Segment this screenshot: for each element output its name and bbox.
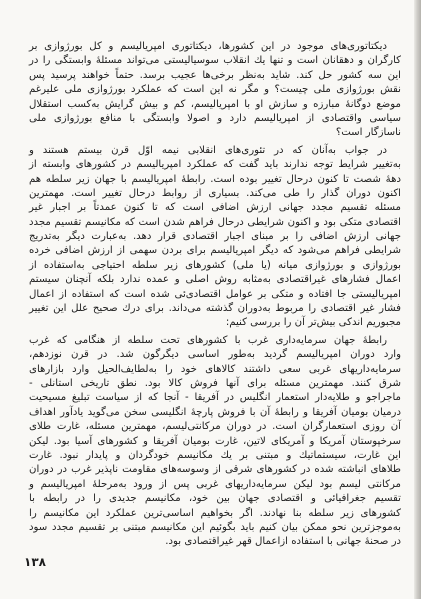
line-text: مجبوریم اندکی بیش‌تر آن را بررسی کنیم:	[225, 317, 401, 329]
line-text: در جواب به‌آنان که در تئوری‌های انقلابی نیمه اوّل قرن بیستم هستند و	[29, 144, 387, 156]
line-text: جهانی ارزش اضافی را بر مبنای اجبار اقتصادی قرار دهد. به‌عبارت دیگر به‌تدریج	[29, 231, 401, 243]
text-line	[29, 158, 401, 172]
line-text: طلاهای انباشته شده در کشورهای شرقی از وسوسه‌های مقاومت ناپذیر غرب در دوران	[29, 464, 401, 476]
line-text: نقش بورژوازی ملی چیست؟ و مگر نه این است که عملکرد بورژوازی ملی علیرغم	[29, 84, 401, 96]
line-text: مرکانتی لیسم بود لیکن سرمایه‌داریهای غربی پس از ورود به‌مرحلهٔ امپریالیسم و	[29, 478, 401, 490]
text-line	[29, 40, 401, 54]
line-text: تقسیم جغرافیائی و اقتصادی جهان بین خود، مکانیسم جدیدی را در رابطه با	[29, 493, 401, 505]
line-text: درمیان بومیان آفریقا و رابطهٔ آن با فروش پارچهٔ انگلیسی سخن می‌گوید یادآور اهداف	[29, 406, 401, 418]
line-text: دیکتاتوری‌های موجود در این کشورها، دیکتاتوری امپریالیسم و کل بورژوازی بر	[29, 41, 387, 52]
line-text: اعمال فشارهای غیراقتصادی به‌مثابه روش اصلی و عمده ندارد بلکه آنچنان سیستم	[29, 274, 401, 286]
text-line	[29, 334, 401, 348]
text-line	[29, 449, 401, 463]
text-line	[29, 216, 401, 230]
line-text: شرایطی فراهم می‌شود که دیگر امپریالیسم برای بردن سهمی از ارزش اضافی خرده	[29, 245, 401, 257]
paragraph	[29, 334, 401, 550]
text-line	[29, 492, 401, 506]
line-text: وارد دوران امپریالیسم گردید به‌طور اساسی دیگرگون شد. در قرن نوزدهم،	[29, 349, 401, 361]
line-text: به‌تغییر شرایط توجه ندارند باید گفت که عملکرد امپریالیسم در کشورهای وابسته از	[29, 159, 401, 171]
text-line	[29, 83, 401, 97]
text-line	[29, 316, 401, 330]
text-block	[29, 40, 401, 550]
page-edge	[414, 0, 421, 599]
text-line	[29, 348, 401, 362]
text-line	[29, 187, 401, 201]
text-line	[29, 507, 401, 521]
line-text: بورژوازی و بورژوازی میانه (یا ملی) کشورهای زیر سلطه احتیاجی به‌استفاده از	[29, 259, 401, 271]
text-line	[29, 391, 401, 405]
text-line	[29, 54, 401, 68]
text-line	[29, 144, 401, 158]
text-line	[29, 302, 401, 316]
text-line	[29, 98, 401, 112]
text-line	[29, 535, 401, 549]
line-text: سیاسی واقتصادی از امپریالیسم دارد و اصولا وابستگی با منافع بورژوازی ملی	[29, 112, 401, 124]
line-text: به‌موجزترین نحو ممکن بیان کنیم باید بگوئیم این مکانیسم مبتنی بر تقسیم مجدد سود	[29, 521, 401, 533]
text-line	[29, 201, 401, 215]
text-line	[29, 173, 401, 187]
text-line	[29, 273, 401, 287]
text-line	[29, 463, 401, 477]
line-text: ماجراجو و طلایه‌دار استعمار انگلیس در آفریقا - آنجا که از سیاست تبلیغ مسیحیت	[29, 392, 401, 404]
line-text: ناسازگار است؟	[335, 127, 401, 139]
line-text: کشورهای زیر سلطه بنا نهادند. اگر بخواهیم اساسی‌ترین عملکرد این مکانیسم را	[29, 507, 401, 519]
paragraph	[29, 40, 401, 141]
text-line	[29, 435, 401, 449]
line-text: اکنون دوران گذار را طی می‌کند. بسیاری از روابط درحال تغییر است. مهمترین	[29, 187, 401, 199]
text-line	[29, 478, 401, 492]
text-line	[29, 363, 401, 377]
text-line	[29, 244, 401, 258]
paragraph	[29, 144, 401, 331]
text-line	[29, 230, 401, 244]
line-text: این غارت، سیستماتیك و مبتنی بر یك مکانیسم خودگردان و پایدار نبود. غارت	[29, 449, 401, 461]
line-text: سرمایه‌داریهای غربی سعی داشتند کالاهای خود را به‌لطایف‌الحیل وارد بازارهای	[29, 363, 401, 375]
text-line	[29, 406, 401, 420]
text-line	[29, 288, 401, 302]
line-text: سرخپوستان آمریکا و آمریکای لاتین، غارت بومیان آفریقا و کشورهای آسیا بود. لیکن	[29, 435, 401, 447]
line-text: موضع دوگانهٔ مبارزه و سازش او با امپریالیسم، کم و بیش گرایش به‌کسب استقلال	[29, 98, 401, 110]
page-number: ۱۳۸	[24, 555, 46, 569]
text-line	[29, 259, 401, 273]
line-text: شرق کنند. مهمترین مسئله برای آنها فروش کالا بود. نطق تاریخی استانلی -	[29, 377, 401, 389]
line-text: فشار غیر اقتصادی را مربوط به‌دوران گذشته می‌داند. برای درك صحیح علل این تغییر	[29, 303, 401, 315]
line-text: کارگران و دهقانان است و تنها یك انقلاب سوسیالیستی می‌تواند مسئلهٔ وابستگی را در	[29, 55, 401, 67]
text-line	[29, 377, 401, 391]
text-line	[29, 126, 401, 140]
text-line	[29, 112, 401, 126]
text-line	[29, 521, 401, 535]
line-text: اقتصادی متکی بود و اکنون شرایطی درحال فراهم شدن است که مکانیسم تقسیم مجدد	[29, 216, 401, 228]
line-text: در صحنهٔ جهانی با استفاده ازاعمال قهر غیراقتصادی بود.	[165, 536, 401, 548]
line-text: امپریالیستی جا افتاده و متکی بر عوامل اقتصادی‌ئی شده است که استفاده از اعمال	[29, 288, 401, 300]
line-text: این سه کشور حل کند. شاید به‌نظر برخی‌ها عجیب برسد. حتماً خواهند پرسید پس	[29, 69, 401, 81]
line-text: دههٔ شصت تا کنون درحال تغییر بوده است. رابطهٔ امپریالیسم با جهان زیر سلطه هم	[29, 173, 401, 185]
line-text: آن روزی استعمارگران است. در دوران مرکانتی‌لیسم، مهمترین مسئله، غارت طلای	[29, 421, 401, 433]
text-line	[29, 69, 401, 83]
text-line	[29, 420, 401, 434]
line-text: رابطهٔ جهان سرمایه‌داری غرب با کشورهای تحت سلطه از هنگامی که غرب	[29, 334, 387, 346]
line-text: مسئله تقسیم مجدد جهانی ارزش اضافی است که تا کنون عمدتاً بر اجبار غیر	[29, 202, 401, 214]
